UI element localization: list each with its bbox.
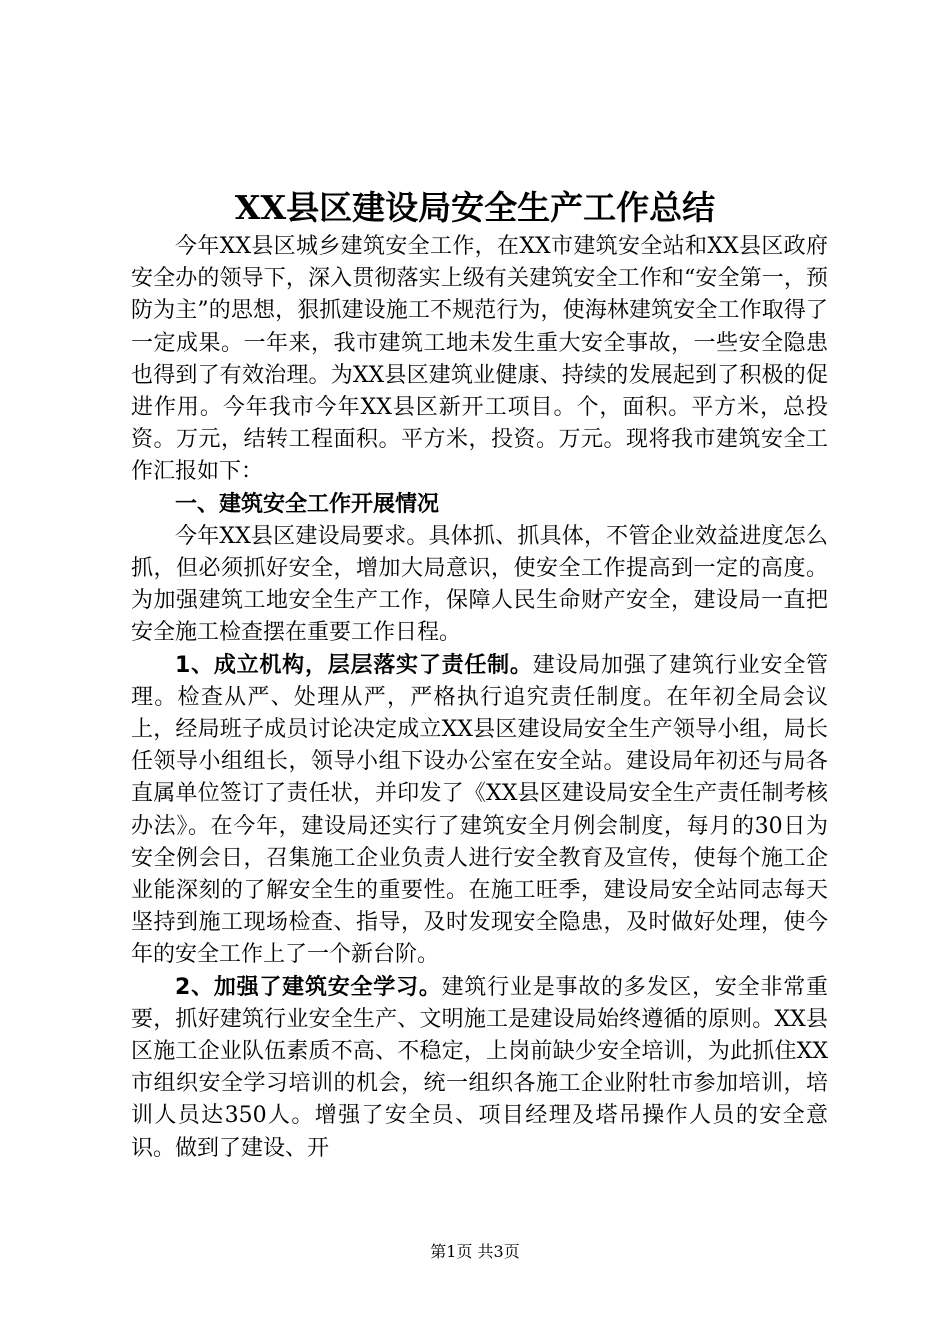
section-heading: 一、建筑安全工作开展情况: [175, 491, 440, 517]
intro-paragraph: 今年XX县区城乡建筑安全工作，在XX市建筑安全站和XX县区政府安全办的领导下，深入贯彻落实上级有关建筑安全工作和“安全第一，预防为主”的思想，狠抓建设施工不规范行为，使海林建筑安全工作取得了一定成果。一年来，我市建筑工地未发生重大安全事故，一些安全隐患也得到了有效治理。为XX县区建筑业健康、持续的发展起到了积极的促进作用。今年我市今年XX县区新开工项目。个，面积。平方米，总投资。万元，结转工程面积。平方米，投资。万元。现将我市建筑安全工作汇报如下：: [131, 234, 828, 485]
item-body-2: 建筑行业是事故的多发区，安全非常重要，抓好建筑行业安全生产、文明施工是建设局始终遵循的原则。XX县区施工企业队伍素质不高、不稳定，上岗前缺少安全培训，为此抓住XX市组织安全学习培训的机会，统一组织各施工企业附牡市参加培训，培训人员达350人。增强了安全员、项目经理及塔吊操作人员的安全意识。做到了建设、开: [131, 974, 828, 1161]
item-body-1: 建设局加强了建筑行业安全管理。检查从严、处理从严，严格执行追究责任制度。在年初全局会议上，经局班子成员讨论决定成立XX县区建设局安全生产领导小组，局长任领导小组组长，领导小组下设办公室在安全站。建设局年初还与局各直属单位签订了责任状，并印发了《XX县区建设局安全生产责任制考核办法》。在今年，建设局还实行了建筑安全月例会制度，每月的30日为安全例会日，召集施工企业负责人进行安全教育及宣传，使每个施工企业能深刻的了解安全生的重要性。在施工旺季，建设局安全站同志每天坚持到施工现场检查、指导，及时发现安全隐患，及时做好处理，使今年的安全工作上了一个新台阶。: [131, 652, 828, 968]
item-lead-1: 1、成立机构，层层落实了责任制。: [175, 652, 533, 678]
item-paragraph-1: [131, 650, 828, 972]
section-paragraph: 今年XX县区建设局要求。具体抓、抓具体，不管企业效益进度怎么抓，但必须抓好安全，增加大局意识，使安全工作提高到一定的高度。为加强建筑工地安全生产工作，保障人民生命财产安全，建设局一直把安全施工检查摆在重要工作日程。: [131, 523, 828, 646]
item-paragraph-2: [131, 972, 828, 1165]
document-body: [131, 231, 828, 1165]
page-footer: 第1页 共3页: [430, 1242, 520, 1261]
document-title: XX县区建设局安全生产工作总结: [234, 188, 716, 227]
item-lead-2: 2、加强了建筑安全学习。: [175, 974, 442, 1000]
